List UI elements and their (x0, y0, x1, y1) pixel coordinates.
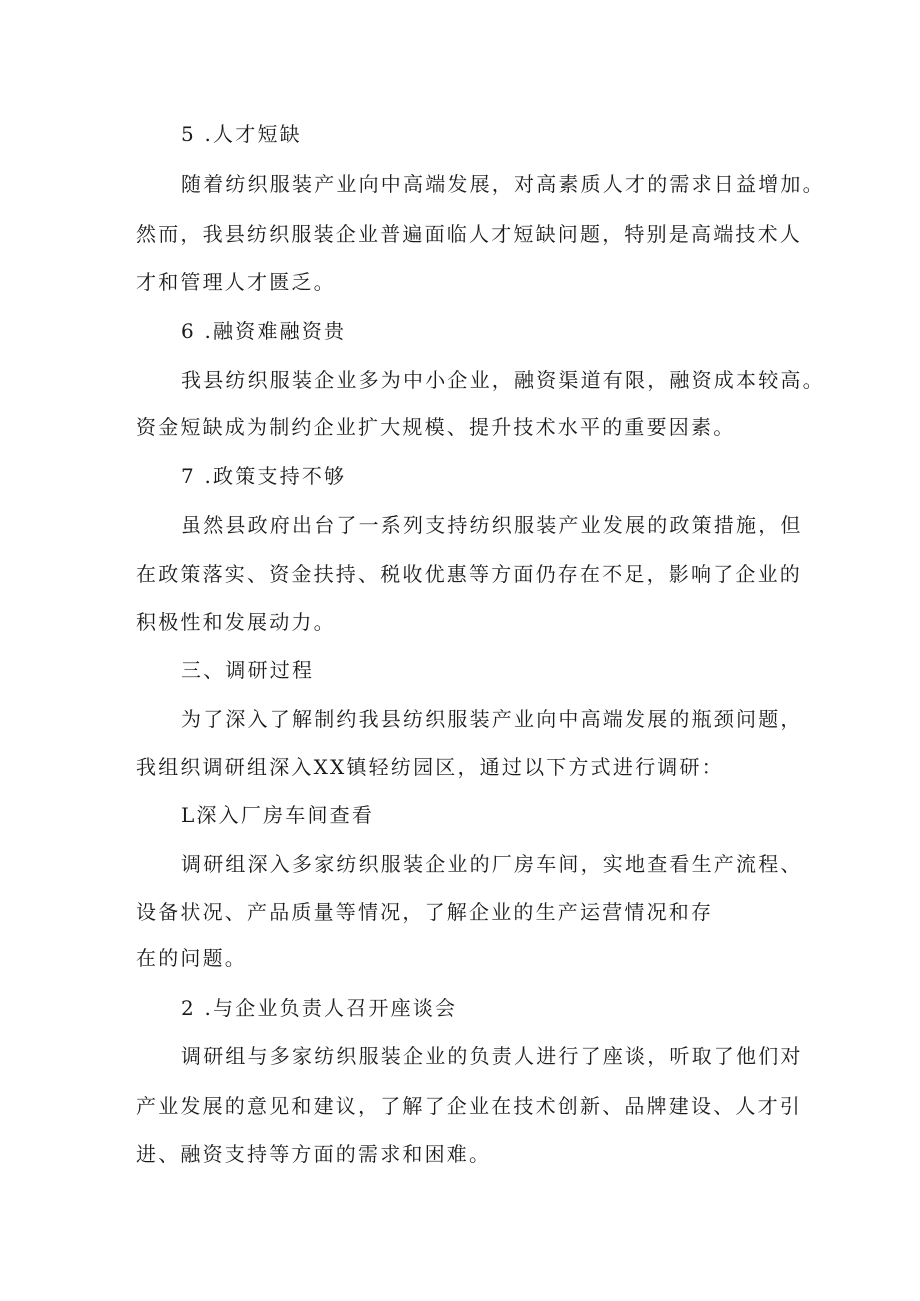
section-heading-policy-support: 7 .政策支持不够 (181, 464, 347, 488)
paragraph-line: 进、融资支持等方面的需求和困难。 (136, 1142, 492, 1166)
item-heading-symposium: 2 .与企业负责人召开座谈会 (181, 996, 458, 1020)
paragraph-line: 设备状况、产品质量等情况，了解企业的生产运营情况和存 (136, 900, 714, 924)
paragraph-line: 我组织调研组深入XX镇轻纺园区，通过以下方式进行调研： (136, 755, 724, 779)
paragraph-line: 我县纺织服装企业多为中小企业，融资渠道有限，融资成本较高。 (181, 368, 825, 392)
paragraph-line: 随着纺织服装产业向中高端发展，对高素质人才的需求日益增加。 (181, 172, 825, 196)
paragraph-line: 积极性和发展动力。 (136, 610, 336, 634)
paragraph-line: 虽然县政府出台了一系列支持纺织服装产业发展的政策措施，但 (181, 513, 803, 537)
paragraph-line: 资金短缺成为制约企业扩大规模、提升技术水平的重要因素。 (136, 415, 736, 439)
part-heading-research-process: 三、调研过程 (181, 658, 315, 682)
paragraph-line: 在的问题。 (136, 946, 247, 970)
paragraph-line: 调研组深入多家纺织服装企业的厂房车间，实地查看生产流程、 (181, 852, 803, 876)
paragraph-line: 才和管理人才匮乏。 (136, 270, 336, 294)
paragraph-line: 然而，我县纺织服装企业普遍面临人才短缺问题，特别是高端技术人 (136, 222, 802, 246)
paragraph-line: 产业发展的意见和建议，了解了企业在技术创新、品牌建设、人才引 (136, 1094, 802, 1118)
section-heading-financing: 6 .融资难融资贵 (181, 319, 347, 343)
paragraph-line: 为了深入了解制约我县纺织服装产业向中高端发展的瓶颈问题， (181, 707, 803, 731)
paragraph-line: 在政策落实、资金扶持、税收优惠等方面仍存在不足，影响了企业的 (136, 562, 802, 586)
item-heading-workshop-visit: L深入厂房车间查看 (181, 803, 375, 827)
section-heading-talent-shortage: 5 .人才短缺 (181, 122, 302, 146)
paragraph-line: 调研组与多家纺织服装企业的负责人进行了座谈，听取了他们对 (181, 1044, 803, 1068)
